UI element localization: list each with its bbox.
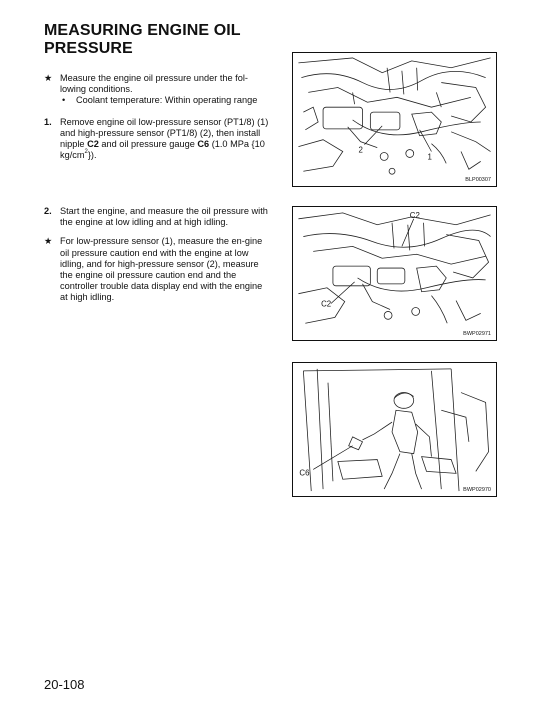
- figure-2-label-c2-bottom: C2: [321, 299, 332, 309]
- page-title: MEASURING ENGINE OIL PRESSURE: [44, 22, 241, 57]
- step-2-number: 2.: [44, 206, 52, 216]
- subbullet-coolant-text: Coolant temperature: Within operating range: [76, 95, 258, 106]
- step-2-text: Start the engine, and measure the oil pressure with the engine at low idling and at high idling.: [60, 206, 268, 228]
- instructions-block-1: [44, 73, 272, 161]
- figure-3-label-c6: C6: [299, 468, 310, 478]
- step-1-text-end: }).: [87, 150, 97, 161]
- step-1-text-after: (1.0 MPa {10 kg/cm: [60, 139, 265, 161]
- figure-engine-sensors: [292, 52, 497, 187]
- star-icon: ★: [44, 236, 53, 247]
- instructions-block-2: [44, 206, 272, 304]
- bullet-dot-icon: •: [62, 95, 66, 106]
- figure-1-label-2: 2: [358, 145, 363, 155]
- step-1-text-middle: and oil pressure gauge: [98, 139, 198, 150]
- figure-3-code: BWP02970: [463, 487, 491, 493]
- engine-sensors-illustration: [293, 53, 496, 186]
- step-1-number: 1.: [44, 116, 52, 127]
- gauge-code: C6: [197, 139, 210, 150]
- note-star-2-text: For low-pressure sensor (1), measure the en-gine oil pressure caution end with the engine at low idling, and for high-pressure sensor (2), measure the engine oil pressure caution end and the controller trouble data display end with the engine at high idling.: [60, 236, 263, 303]
- operator-cab-illustration: [293, 363, 496, 496]
- note-star-1-text: Measure the engine oil pressure under the fol-lowing conditions.: [60, 73, 248, 95]
- step-1-text-before: Remove engine oil low-pressure sensor (PT1/8) (1) and high-pressure sensor (PT1/8) (2), then install nipple: [60, 116, 269, 150]
- nipple-install-illustration: [293, 207, 496, 340]
- step-1: [44, 117, 272, 162]
- figure-operator-cab: [292, 362, 497, 497]
- figure-1-label-1: 1: [427, 152, 432, 162]
- subbullet-coolant: [60, 95, 272, 106]
- nipple-code: C2: [87, 139, 99, 150]
- step-2: [44, 206, 272, 228]
- note-star-2: [44, 236, 272, 303]
- page-number: 20-108: [44, 677, 85, 692]
- figure-1-code: BLP00307: [465, 177, 491, 183]
- figure-nipple-install: [292, 206, 497, 341]
- figure-2-label-c2-top: C2: [409, 210, 420, 220]
- note-star-1: [44, 73, 272, 95]
- figure-2-code: BWP02971: [463, 331, 491, 337]
- superscript-2: 2: [84, 149, 88, 156]
- star-icon: ★: [44, 73, 53, 83]
